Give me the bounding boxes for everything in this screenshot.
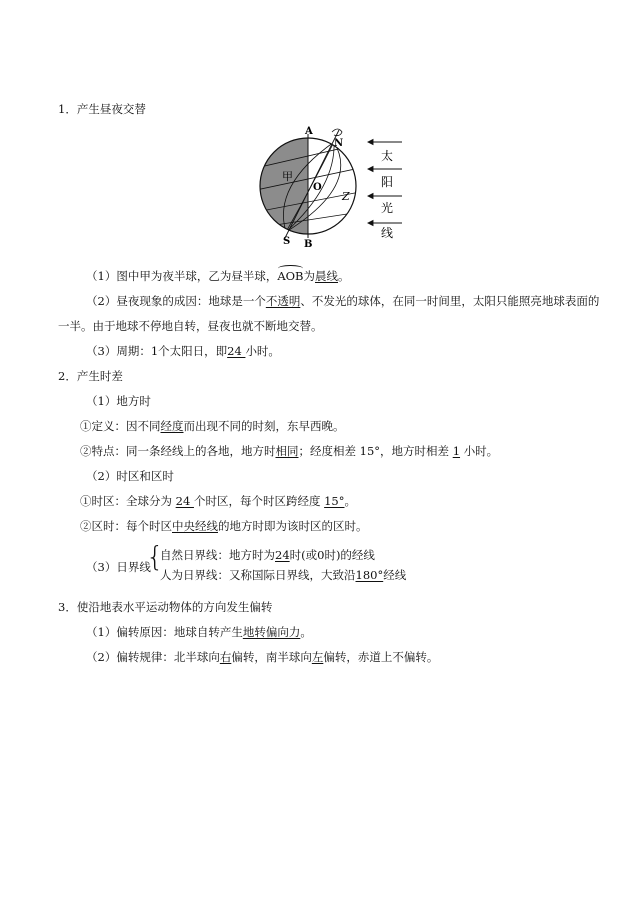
s2-feature [80,443,498,459]
answer-underline: 15° [324,494,345,508]
text: 经线 [383,568,407,582]
answer-underline: 24 [227,344,246,358]
dateline-natural [160,547,375,563]
text: 。 [338,269,350,283]
sunlight-char: 太 [381,149,394,163]
s1-paragraph-2 [86,293,599,309]
text: ②区时：每个时区 [80,519,172,533]
text: 、不发光的球体，在同一时间里，太阳只能照亮地球表面的 [300,294,600,308]
label-a: A [305,126,313,137]
answer-underline: 左 [311,650,324,664]
text: 自然日界线：地方时为 [160,548,275,562]
answer-underline: 经度 [160,419,184,433]
answer-underline: 不透明 [265,294,301,308]
text: （2）昼夜现象的成因：地球是一个 [86,294,266,308]
s2-sub-1: （1）地方时 [86,394,151,408]
answer-underline: 24 [175,494,194,508]
label-yi: Z [342,190,350,203]
dateline-international [160,567,406,583]
text: 而出现不同的时刻，东早西晚。 [183,419,345,433]
text: （1）图中甲为夜半球，乙为昼半球， [86,269,278,283]
label-n: N [334,138,344,149]
dateline-label: （3）日界线 [86,560,151,574]
s3-paragraph-2 [86,649,438,665]
text: ②特点：同一条经线上的各地，地方时 [80,444,276,458]
text: （1）偏转原因：地球自转产生 [86,625,243,639]
s2-zonetime [80,518,368,534]
text: ①定义：因不同 [80,419,161,433]
sunlight-char: 光 [381,201,394,215]
text: 。 [344,494,356,508]
arc-aob: AOB [277,269,304,283]
text: 小时。 [245,344,280,358]
night-hemisphere [260,124,308,248]
answer-underline: 右 [219,650,232,664]
answer-underline: 1 [452,444,461,458]
answer-underline: 地转偏向力 [242,625,301,639]
answer-underline: 中央经线 [172,519,218,533]
s1-paragraph-3 [86,343,280,359]
answer-underline: 相同 [275,444,299,458]
day-night-diagram [252,124,422,248]
text: 。 [300,625,312,639]
answer-underline: 24 [275,548,290,562]
section-3-heading: 3．使沿地表水平运动物体的方向发生偏转 [58,600,273,614]
s1-paragraph-1 [86,268,350,284]
s2-def [80,418,345,434]
text: ；经度相差 15°，地方时相差 [298,444,450,458]
sunlight-char: 线 [381,226,394,240]
text: 为 [303,269,316,283]
answer-underline: 180° [355,568,384,582]
text: 人为日界线：又称国际日界线，大致沿 [160,568,356,582]
label-jia: 甲 [282,170,293,183]
text: 个时区，每个时区跨经度 [193,494,321,508]
s3-paragraph-1 [86,624,312,640]
text: ①时区：全球分为 [80,494,172,508]
s2-sub-2: （2）时区和区时 [86,469,174,483]
s2-timezone [80,493,356,509]
dateline-brace: { [146,540,164,573]
label-s: S [283,236,291,247]
text: 偏转，赤道上不偏转。 [323,650,439,664]
text: 小时。 [463,444,499,458]
text: 偏转，南半球向 [231,650,312,664]
label-b: B [304,239,313,248]
answer-underline: 晨线 [315,269,339,283]
label-o: O [313,182,322,193]
section-1-heading: 1．产生昼夜交替 [58,102,146,116]
s1-paragraph-2b: 一半。由于地球不停地自转，昼夜也就不断地交替。 [58,319,323,333]
text: （2）偏转规律：北半球向 [86,650,220,664]
text: （3）周期：1个太阳日，即 [86,344,228,358]
sunlight-char: 阳 [381,175,394,189]
section-2-heading: 2．产生时差 [58,369,123,383]
text: 时(或0时)的经线 [289,548,375,562]
text: 的地方时即为该时区的区时。 [218,519,368,533]
